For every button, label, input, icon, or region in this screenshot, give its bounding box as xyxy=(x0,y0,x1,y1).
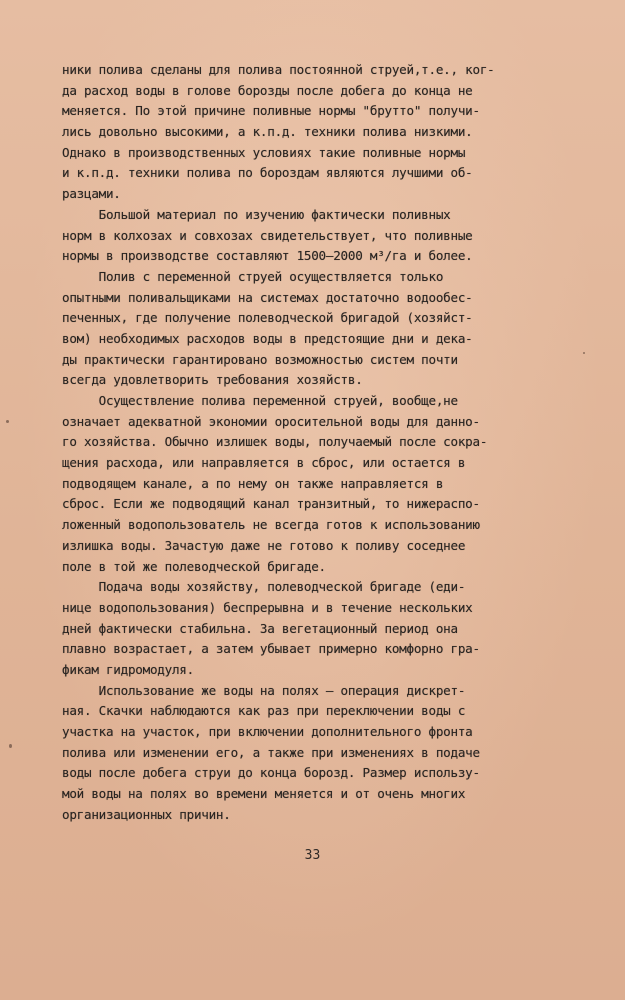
text-line: всегда удовлетворить требования хозяйств. xyxy=(62,372,363,388)
text-line: Использование же воды на полях – операция дискрет- xyxy=(62,682,466,698)
text-line: нормы в производстве составляют 1500–2000 м³/га и более. xyxy=(62,248,473,264)
text-line: печенных, где получение полеводческой бригадой (хозяйст- xyxy=(62,310,473,326)
text-line: Подача воды хозяйству, полеводческой бригаде (еди- xyxy=(62,579,466,595)
page-number: 33 xyxy=(304,848,321,863)
body-text xyxy=(62,60,532,825)
text-line: фикам гидромодуля. xyxy=(62,661,194,677)
text-line: ды практически гарантировано возможностью систем почти xyxy=(62,351,458,367)
text-line: плавно возрастает, а затем убывает примерно комфорно гра- xyxy=(62,641,480,657)
text-line: излишка воды. Зачастую даже не готово к поливу соседнее xyxy=(62,537,466,553)
text-line: сброс. Если же подводящий канал транзитный, то нижераспо- xyxy=(62,496,480,512)
text-line: мой воды на полях во времени меняется и от очень многих xyxy=(62,786,466,802)
text-line: норм в колхозах и совхозах свидетельствует, что поливные xyxy=(62,227,473,243)
text-line: Большой материал по изучению фактически поливных xyxy=(62,206,451,222)
text-line: нице водопользования) беспрерывна и в течение нескольких xyxy=(62,599,473,615)
paper-speck xyxy=(6,420,9,423)
text-line: щения расхода, или направляется в сброс, или остается в xyxy=(62,455,466,471)
text-line: и к.п.д. техники полива по бороздам являются лучшими об- xyxy=(62,165,473,181)
text-line: опытными поливальщиками на системах достаточно водообес- xyxy=(62,289,473,305)
text-line: Однако в производственных условиях такие поливные нормы xyxy=(62,144,466,160)
text-line: лись довольно высокими, а к.п.д. техники полива низкими. xyxy=(62,124,473,140)
text-line: Полив с переменной струей осуществляется только xyxy=(62,268,444,284)
text-line: ложенный водопользователь не всегда готов к использованию xyxy=(62,517,480,533)
text-line: воды после добега струи до конца борозд. Размер использу- xyxy=(62,765,480,781)
text-line: разцами. xyxy=(62,186,121,202)
text-line: организационных причин. xyxy=(62,806,231,822)
text-line: вом) необходимых расходов воды в предстоящие дни и дека- xyxy=(62,330,473,346)
text-line: ники полива сделаны для полива постоянной струей,т.е., ког- xyxy=(62,62,495,77)
text-line: Осуществление полива переменной струей, вообще,не xyxy=(62,393,458,408)
text-line: да расход воды в голове борозды после добега до конца не xyxy=(62,82,473,98)
paper-speck xyxy=(583,352,585,354)
text-line: ная. Скачки наблюдаются как раз при переключении воды с xyxy=(62,703,466,719)
text-line: участка на участок, при включении дополнительного фронта xyxy=(62,724,473,739)
paper-speck xyxy=(9,744,12,748)
text-line: полива или изменении его, а также при изменениях в подаче xyxy=(62,744,480,760)
text-line: го хозяйства. Обычно излишек воды, получаемый после сокра- xyxy=(62,434,488,450)
text-line: дней фактически стабильна. За вегетационный период она xyxy=(62,620,458,636)
text-line: меняется. По этой причине поливные нормы "брутто" получи- xyxy=(62,103,480,119)
text-line: подводящем канале, а по нему он также направляется в xyxy=(62,475,444,491)
text-line: поле в той же полеводческой бригаде. xyxy=(62,558,326,574)
text-line: означает адекватной экономии оросительной воды для данно- xyxy=(62,413,480,429)
